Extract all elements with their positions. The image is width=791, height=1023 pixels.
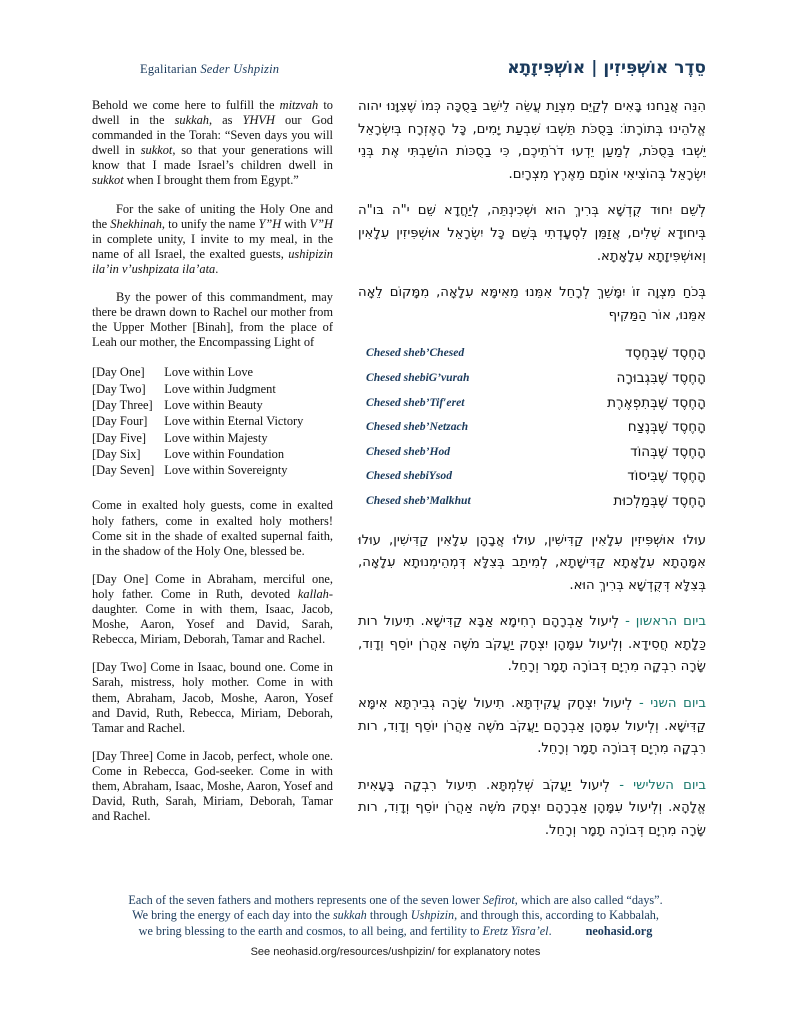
day-label: [Day Two] bbox=[92, 381, 146, 396]
hebrew-day-heading: ביום השלישי - bbox=[610, 777, 706, 793]
italic-run: sukkah bbox=[174, 113, 209, 128]
text-run: our God commanded in the Torah: “Seven days you will dwell in bbox=[92, 113, 333, 158]
hebrew-paragraph-leshem: לְשֵׁם יִחוּד קֻדְשָׁא בְּרִיךְ הוּא וּשְׁכִינְתֵּה, לְיַחֲדָא שֵׁם י"ה בּו"ה בְּיחוּדָא שְׁלִים, אֲזַמֵּן לִסְעָדְתִי בְּשֵׁם כָּל יִשְׂרָאֵל אוּשְׁפִּיזִין עִלָאִין וְאוּשְׁפִּיזָתָא עִלָאָתָא. bbox=[358, 203, 706, 264]
sefirot-row bbox=[358, 464, 706, 489]
day-list-row bbox=[92, 430, 303, 446]
text-run: By the power of this commandment, may there be drawn down to Rachel our mother from the Upper Mother [Binah], from the place of Leah our mother, the Encompassing Light of bbox=[92, 290, 333, 350]
day-label: [Day Five] bbox=[92, 430, 147, 445]
paragraph-by-the-power bbox=[92, 290, 333, 350]
text-run: , to unify the name bbox=[161, 216, 259, 231]
sefirot-table bbox=[358, 341, 706, 513]
text-run: We bring the energy of each day into the bbox=[132, 908, 333, 923]
sefirot-row bbox=[358, 391, 706, 416]
day-value: Love within Sovereignty bbox=[164, 463, 288, 478]
sefirot-transliteration: Chesed shebiYsod bbox=[366, 469, 452, 483]
day-value: Love within Eternal Victory bbox=[164, 414, 304, 429]
italic-run: kallah bbox=[297, 586, 329, 601]
text-run: with bbox=[281, 216, 310, 231]
italic-run: Ushpizin bbox=[410, 908, 455, 923]
header-hebrew-title: סֵדֶר אוֹשְׁפִּיזִין | אוֹשְׁפִּיזָתָא bbox=[507, 58, 706, 78]
header-english-title-italic: Seder Ushpizin bbox=[200, 62, 280, 76]
text-run: , so that your generations will know that I made Israel’s children dwell in bbox=[92, 143, 333, 173]
day-sefirot-list bbox=[92, 364, 303, 478]
hebrew-paragraph-hineh: הִנֵּה אֲנַחנוּ בָּאִים לְקַיֵּם מִצְוַת עֲשֵׂה לֵישֵׁב בַּסֻכָּה כְּמוֹ שֶׁצִוָּנוּ יהוה אֱלֹהֵינוּ בְּתוֹרָתוֹ׃ בַּסֻכֹּת תֵּשְׁבוּ שִׁבְעַת יָמִים, כָּל הָאֶזְרָח בְּיִשְׂרָאֵל יֵשְׁבוּ בַּסֻכֹּת, לְמַעַן יֵדְעוּ דֹרֹתֵיכֶם, כִּי בַסֻכּוֹת הוֹשַׁבְתִּי אֶת בְּנֵי יִשְׂרָאֵל בְּהוֹצִיאִי אוֹתָם מֵאֶרֶץ מִצְרָיִם. bbox=[358, 99, 706, 182]
italic-run: V”H bbox=[309, 216, 333, 231]
hebrew-day-body: לְיעול יַעֲקֹב שְׁלִמְתָּא. תִיעול רִבְקָה בָּעָאִית אֱלָהָא. וְלְיעול עִמָּהָן אַבְרָהָם יִצְחָק מֹשֶׁה אַהֲרֹן יוֹסֵף וְדָוִד, רות שָׂרָה מִרְיָם דְּבוֹרָה תָמָר וְרָחֵל. bbox=[358, 777, 706, 839]
sefirot-hebrew: הָחֶסֶד שֶׁבְּנֶצַח bbox=[627, 419, 706, 436]
italic-run: Y”H bbox=[258, 216, 282, 231]
hebrew-day-two bbox=[358, 693, 706, 761]
text-run: [Day Three] Come in Jacob, perfect, whole one. Come in Rebecca, God-seeker. Come in with them, Abraham, Isaac, Moshe, Aaron, Yosef and David, Ruth, Sarah, Miriam, Deborah, Tamar and Rachel. bbox=[92, 748, 333, 824]
text-run: . bbox=[548, 923, 552, 938]
text-run: , which are also called “days”. bbox=[514, 893, 663, 907]
paragraph-come-in-exalted bbox=[92, 498, 333, 558]
day-list-row bbox=[92, 462, 303, 478]
text-run: Each of the seven fathers and mothers represents one of the seven lower bbox=[128, 893, 483, 907]
page-footer bbox=[0, 893, 791, 958]
footer-line-3 bbox=[0, 924, 791, 939]
text-run: -daughter. Come in with them, Isaac, Jacob, Moshe, Aaron, Yosef and David, Sarah, Rebecca, Miriam, Deborah, Tamar and Rachel. bbox=[92, 586, 333, 647]
paragraph-for-the-sake bbox=[92, 202, 333, 277]
footer-line-2 bbox=[0, 908, 791, 923]
italic-run: sukkot bbox=[92, 173, 124, 188]
hebrew-day-heading: ביום השני - bbox=[632, 696, 706, 712]
sefirot-row bbox=[358, 341, 706, 366]
sefirot-hebrew: הָחֶסֶד שֶׁבְּמַלְכוּת bbox=[613, 493, 706, 509]
sefirot-hebrew: הָחֶסֶד שֶׁבְּהוֹד bbox=[630, 443, 706, 460]
sefirot-transliteration: Chesed sheb’Hod bbox=[366, 444, 451, 458]
italic-run: mitzvah bbox=[279, 98, 319, 112]
day-label: [Day One] bbox=[92, 365, 145, 380]
text-run: Behold we come here to fulfill the bbox=[92, 98, 280, 112]
text-run: in complete unity, I invite to my meal, in the name of all Israel, the exalted guests, bbox=[92, 231, 333, 261]
sefirot-row bbox=[358, 489, 706, 514]
hebrew-column bbox=[358, 96, 706, 857]
hebrew-paragraph-bekoach: בְּכֹחַ מִצְוָה זוֹ יִמָּשֵׁךְ לְרָחֵל אִמֵּנוּ מֵאִימָּא עִלָאָה, מִמָּקוֹם לֵאָה אִמֵּנוּ, אוֹר הַמַּקִיף bbox=[358, 285, 706, 323]
italic-run: sukkah bbox=[332, 908, 367, 923]
footer-note: See neohasid.org/resources/ushpizin/ for explanatory notes bbox=[250, 946, 541, 959]
sefirot-row bbox=[358, 366, 706, 391]
paragraph-day-one-english bbox=[92, 572, 333, 647]
day-value: Love within Majesty bbox=[164, 430, 268, 445]
italic-run: Sefirot bbox=[482, 893, 515, 907]
page-header bbox=[85, 58, 706, 88]
italic-run: sukkot bbox=[140, 143, 173, 158]
day-label: [Day Six] bbox=[92, 446, 141, 461]
text-run: , and through this, according to Kabbalah, bbox=[454, 908, 659, 923]
paragraph-day-two-english bbox=[92, 660, 333, 735]
hebrew-paragraph-ulu: עוּלוּ אוּשְׁפִּיזִין עִלָאִין קַדִּישִׁין, עוּלוּ אֲבָהָן עִלָאִין קַדִּישִׁין, עוּלוּ אִמָּהָתָא עִלָאָתָא קַדִּישָׁתָא, לְמִיתַב בְּצִלָּא דְּמְהֵימְנוּתָא עִלָאָה, בְּצִלָּא דְּקֻדְשָׁא בְּרִיךְ הוּא. bbox=[358, 532, 706, 593]
brand-link[interactable]: neohasid.org bbox=[585, 923, 653, 938]
italic-run: Eretz Yisra’el bbox=[482, 923, 549, 938]
day-label: [Day Seven] bbox=[92, 463, 155, 478]
text-run: For the sake of uniting the Holy One and the bbox=[92, 201, 333, 231]
sefirot-transliteration: Chesed sheb’Chesed bbox=[366, 346, 465, 360]
paragraph-behold bbox=[92, 98, 333, 189]
header-english-title bbox=[140, 62, 279, 77]
day-value: Love within Foundation bbox=[164, 446, 285, 461]
sefirot-transliteration: Chesed sheb’Netzach bbox=[366, 420, 469, 434]
sefirot-hebrew: הָחֶסֶד שֶׁבְּתִפְאֶרֶת bbox=[607, 394, 706, 411]
italic-run: YHVH bbox=[242, 113, 275, 128]
day-label: [Day Four] bbox=[92, 414, 148, 429]
day-value: Love within Judgment bbox=[164, 381, 276, 396]
hebrew-day-heading: ביום הראשון - bbox=[619, 614, 706, 630]
text-run: [Day One] Come in Abraham, merciful one, holy father. Come in Ruth, devoted bbox=[92, 571, 333, 601]
text-run: through bbox=[366, 908, 411, 923]
italic-run: ushipizin ila’in v’ushpizata ila’ata bbox=[92, 246, 333, 276]
text-run: , as bbox=[209, 113, 243, 128]
sefirot-transliteration: Chesed sheb’Malkhut bbox=[366, 493, 471, 507]
english-column bbox=[92, 98, 333, 824]
sefirot-transliteration: Chesed sheb’Tif′eret bbox=[366, 395, 465, 409]
day-list-row bbox=[92, 364, 303, 380]
day-list-row bbox=[92, 413, 303, 429]
footer-line-1 bbox=[0, 893, 791, 908]
day-list-row bbox=[92, 446, 303, 462]
text-run: when I brought them from Egypt.” bbox=[123, 173, 299, 188]
day-list-row bbox=[92, 381, 303, 397]
day-label: [Day Three] bbox=[92, 398, 153, 412]
text-run: . bbox=[215, 261, 219, 276]
text-run: we bring blessing to the earth and cosmos, to all being, and fertility to bbox=[138, 923, 483, 938]
hebrew-day-body: לְיעול אַבְרָהָם רְחִימָא אַבָּא קַדִּישָׁא. תִיעול רות כַּלָתָא חֲסִידָא. וְלְיעול עִמָּהָן יִצְחָק יַעֲקֹב מֹשֶׁה אַהֲרֹן יוֹסֵף וְדָוִד, שָׂרָה רִבְקָה מִרְיָם דְּבוֹרָה תָמָר וְרָחֵל. bbox=[358, 614, 706, 675]
hebrew-day-body: לְיעול יִצְחָק עֲקִידְתָּא. תִיעול שָׂרָה גְבִירְתָּא אִימָּא קַדִּישָׁא. וְלְיעול עִמָּהָן אַבְרָהָם יַעֲקֹב מֹשֶׁה אַהֲרֹן יוֹסֵף וְדָוִד, רות רִבְקָה מִרְיָם דְּבוֹרָה תָמָר וְרָחֵל. bbox=[358, 696, 706, 757]
hebrew-day-one bbox=[358, 611, 706, 679]
hebrew-day-three bbox=[358, 775, 706, 843]
header-english-title-plain: Egalitarian bbox=[140, 62, 201, 76]
sefirot-row bbox=[358, 440, 706, 465]
sefirot-transliteration: Chesed shebiG’vurah bbox=[366, 370, 470, 384]
text-run: Come in exalted holy guests, come in exalted holy fathers, come in exalted holy mothers! Come sit in the shade of exalted supernal faith, in the shadow of the Holy One, blessed be. bbox=[92, 498, 333, 558]
text-run: to dwell in the bbox=[92, 98, 333, 128]
sefirot-hebrew: הָחֶסֶד שֶׁבִּגְבוּרָה bbox=[616, 370, 706, 387]
text-run: [Day Two] Come in Isaac, bound one. Come in Sarah, mistress, holy mother. Come in with them, Abraham, Jacob, Moshe, Aaron, Yosef and David, Ruth, Rebecca, Miriam, Deborah, Tamar and Rachel. bbox=[92, 660, 333, 735]
italic-run: Shekhinah bbox=[110, 216, 162, 231]
sefirot-row bbox=[358, 415, 706, 440]
sefirot-hebrew: הָחֶסֶד שֶׁבִּיסוֹד bbox=[627, 468, 706, 485]
day-list-row bbox=[92, 397, 303, 413]
day-value: Love within Beauty bbox=[164, 398, 263, 412]
paragraph-day-three-english bbox=[92, 749, 333, 824]
day-value: Love within Love bbox=[164, 365, 254, 380]
sefirot-hebrew: הָחֶסֶד שֶׁבְּחֶסֶד bbox=[625, 345, 706, 362]
